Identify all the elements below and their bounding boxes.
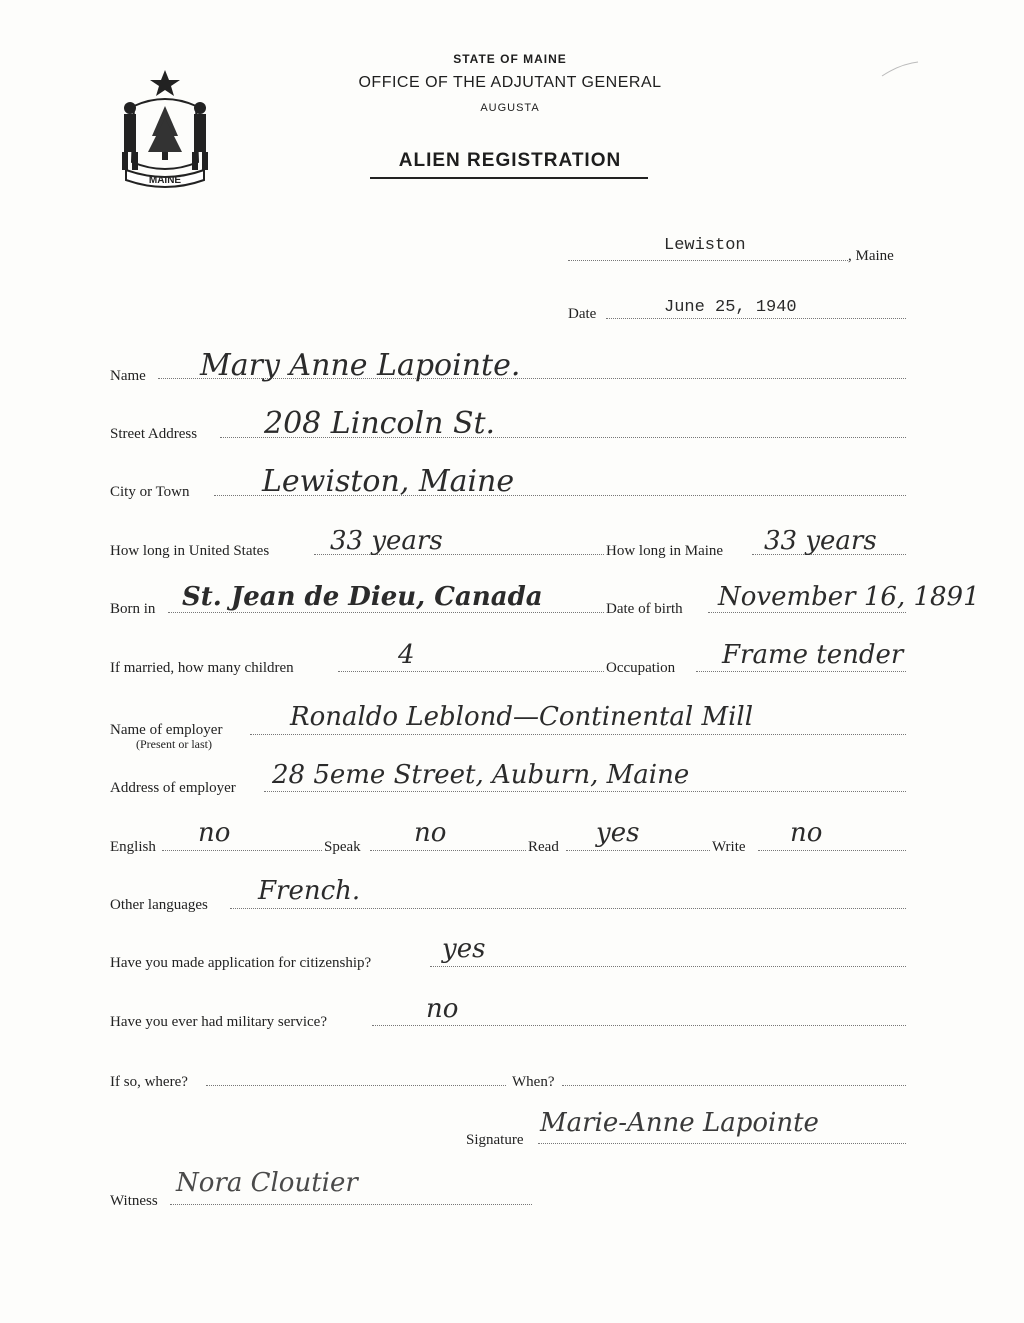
date-value: June 25, 1940 xyxy=(664,298,797,317)
english-line xyxy=(162,850,322,851)
occupation-label: Occupation xyxy=(606,660,676,676)
military-line xyxy=(372,1025,906,1026)
born-label: Born in xyxy=(110,601,156,617)
maine-time-label: How long in Maine xyxy=(606,543,724,559)
children-line xyxy=(338,671,604,672)
employer-value: Ronaldo Leblond—Continental Mill xyxy=(290,702,754,732)
employer-address-line xyxy=(264,791,906,792)
employer-sublabel: (Present or last) xyxy=(136,737,212,751)
read-line xyxy=(566,850,710,851)
signature-line xyxy=(538,1143,906,1144)
place-line xyxy=(568,260,848,261)
speak-label: Speak xyxy=(324,839,361,855)
speak-value: no xyxy=(414,818,447,848)
when-line xyxy=(562,1085,906,1086)
english-value: no xyxy=(198,818,231,848)
occupation-value: Frame tender xyxy=(722,640,904,670)
name-value: Mary Anne Lapointe. xyxy=(200,348,521,383)
seal-text: MAINE xyxy=(148,175,182,186)
title-underline xyxy=(370,177,648,179)
witness-label: Witness xyxy=(110,1193,158,1209)
date-line xyxy=(606,318,906,319)
header-city: AUGUSTA xyxy=(480,102,540,114)
children-value: 4 xyxy=(398,640,415,670)
dob-label: Date of birth xyxy=(606,601,683,617)
city-value: Lewiston, Maine xyxy=(262,464,515,499)
citizenship-value: yes xyxy=(442,934,486,964)
write-line xyxy=(758,850,906,851)
paper-mark xyxy=(880,60,920,80)
other-languages-line xyxy=(230,908,906,909)
where-line xyxy=(206,1085,506,1086)
street-value: 208 Lincoln St. xyxy=(264,406,496,441)
place-value: Lewiston xyxy=(664,236,746,255)
dob-line xyxy=(708,612,906,613)
dob-value: November 16, 1891 xyxy=(718,582,980,612)
signature-label: Signature xyxy=(466,1132,524,1148)
witness-value: Nora Cloutier xyxy=(176,1168,358,1198)
speak-line xyxy=(370,850,526,851)
maine-seal-icon xyxy=(112,66,218,192)
other-languages-label: Other languages xyxy=(110,897,208,913)
where-label: If so, where? xyxy=(110,1074,188,1090)
signature-value: Marie-Anne Lapointe xyxy=(540,1108,819,1138)
city-label: City or Town xyxy=(110,484,190,500)
employer-line xyxy=(250,734,906,735)
children-label: If married, how many children xyxy=(110,660,294,676)
born-value: St. Jean de Dieu, Canada xyxy=(182,582,543,612)
employer-address-value: 28 5eme Street, Auburn, Maine xyxy=(272,760,690,790)
write-value: no xyxy=(790,818,823,848)
place-suffix: , Maine xyxy=(848,248,894,264)
us-time-label: How long in United States xyxy=(110,543,270,559)
employer-address-label: Address of employer xyxy=(110,780,236,796)
header-office: OFFICE OF THE ADJUTANT GENERAL xyxy=(358,74,662,91)
us-time-value: 33 years xyxy=(330,526,443,556)
read-label: Read xyxy=(528,839,559,855)
when-label: When? xyxy=(512,1074,555,1090)
street-label: Street Address xyxy=(110,426,198,442)
form-title: ALIEN REGISTRATION xyxy=(398,150,622,171)
military-label: Have you ever had military service? xyxy=(110,1014,327,1030)
write-label: Write xyxy=(712,839,746,855)
occupation-line xyxy=(696,671,906,672)
name-label: Name xyxy=(110,368,146,384)
witness-line xyxy=(170,1204,532,1205)
date-label: Date xyxy=(568,306,597,322)
other-languages-value: French. xyxy=(258,876,361,906)
header-state: STATE OF MAINE xyxy=(453,52,567,66)
citizenship-line xyxy=(430,966,906,967)
english-label: English xyxy=(110,839,156,855)
read-value: yes xyxy=(596,818,640,848)
maine-time-value: 33 years xyxy=(764,526,877,556)
citizenship-label: Have you made application for citizenship? xyxy=(110,955,372,971)
born-line xyxy=(168,612,604,613)
military-value: no xyxy=(426,994,459,1024)
employer-label: Name of employer xyxy=(110,722,223,738)
